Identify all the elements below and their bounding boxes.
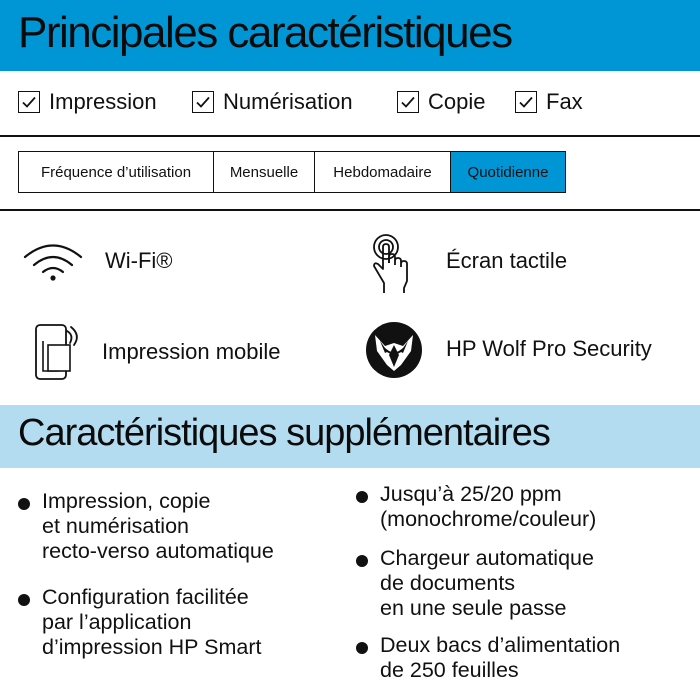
bullet-icon — [18, 594, 30, 606]
function-label: Copie — [428, 89, 486, 114]
feature-label: Impression mobile — [102, 339, 281, 364]
bullet-icon — [18, 498, 30, 510]
bullet-icon — [356, 642, 368, 654]
function-label: Numérisation — [223, 89, 353, 114]
bullet-icon — [356, 491, 368, 503]
function-label: Impression — [49, 89, 157, 114]
divider — [0, 209, 700, 211]
bullet-icon — [356, 555, 368, 567]
frequency-option-weekly: Hebdomadaire — [315, 152, 451, 192]
feature-mobile-print — [102, 339, 281, 365]
checkbox-checked-icon — [18, 91, 40, 113]
usage-frequency-label: Fréquence d’utilisation — [19, 152, 214, 192]
function-label: Fax — [546, 89, 583, 114]
function-copy — [397, 87, 485, 117]
list-item: Configuration facilitée par l’application d’impression HP Smart — [18, 585, 338, 660]
bullet-list-right — [356, 482, 696, 683]
mobile-print-icon — [34, 323, 84, 386]
divider — [0, 135, 700, 137]
checkbox-checked-icon — [192, 91, 214, 113]
feature-wifi — [105, 248, 173, 274]
feature-label: Wi-Fi® — [105, 248, 173, 273]
list-item: Deux bacs d’alimentation de 250 feuilles — [356, 633, 696, 683]
frequency-option-daily-selected: Quotidienne — [451, 152, 565, 192]
function-scan — [192, 87, 353, 117]
feature-label: HP Wolf Pro Security — [446, 336, 652, 361]
wolf-security-icon — [365, 321, 423, 384]
bullet-list-left — [18, 489, 338, 660]
checkbox-checked-icon — [515, 91, 537, 113]
list-item: Impression, copie et numérisation recto-verso automatique — [18, 489, 338, 564]
list-item: Chargeur automatique de documents en une seule passe — [356, 546, 696, 621]
feature-touchscreen — [446, 248, 567, 274]
section-title: Caractéristiques supplémentaires — [18, 412, 550, 454]
checkbox-checked-icon — [397, 91, 419, 113]
feature-wolf-security — [446, 336, 652, 362]
frequency-option-monthly: Mensuelle — [214, 152, 315, 192]
function-print — [18, 87, 157, 117]
usage-frequency-table — [18, 151, 566, 193]
page-title: Principales caractéristiques — [18, 8, 512, 57]
wifi-icon — [22, 240, 84, 287]
feature-label: Écran tactile — [446, 248, 568, 273]
function-fax — [515, 87, 583, 117]
list-item: Jusqu’à 25/20 ppm (monochrome/couleur) — [356, 482, 696, 532]
touchscreen-icon — [369, 233, 419, 300]
